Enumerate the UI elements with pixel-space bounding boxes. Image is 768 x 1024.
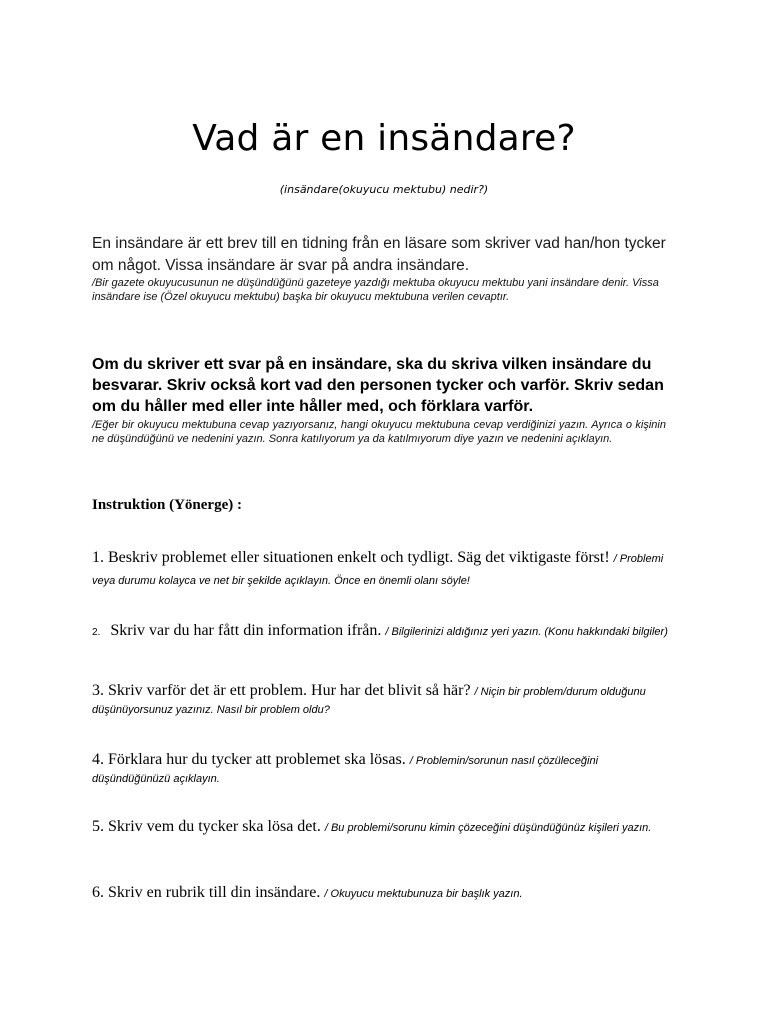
- step-text: Beskriv problemet eller situationen enkelt och tydligt. Säg det viktigaste först!: [108, 549, 610, 566]
- step-note: / Bu problemi/sorunu kimin çözeceğini düşündüğünüz kişileri yazın.: [324, 822, 652, 834]
- step-number: 6.: [92, 884, 104, 901]
- step-item: [92, 547, 672, 591]
- step-note: / Problemi veya durumu kolayca ve net bir şekilde açıklayın. Önce en önemli olanı söyle!: [92, 553, 664, 587]
- reply-instruction-paragraph: Om du skriver ett svar på en insändare, ska du skriva vilken insändare du besvarar. Skriv också kort vad den personen tycker och varför. Skriv sedan om du håller med eller inte håller med, och förklara varför.: [92, 356, 664, 415]
- step-text: Förklara hur du tycker att problemet ska lösas.: [108, 751, 406, 768]
- step-text: Skriv vem du tycker ska lösa det.: [108, 818, 321, 835]
- step-note: / Problemin/sorunun nasıl çözüleceğini düşündüğünüzü açıklayın.: [92, 755, 599, 785]
- step-note: / Niçin bir problem/durum olduğunu düşünüyorsunuz yazınız. Nasıl bir problem oldu?: [92, 686, 646, 716]
- intro-translation: /Bir gazete okuyucusunun ne düşündüğünü gazeteye yazdığı mektuba okuyucu mektubu yani insändare denir. Vissa insändare ise (Özel okuyucu mektubu) başka bir okuyucu mektubuna verilen cevaptır.: [92, 277, 659, 303]
- step-item: [92, 884, 672, 902]
- page-title: Vad är en insändare?: [192, 118, 576, 159]
- step-text: Skriv varför det är ett problem. Hur har det blivit så här?: [108, 682, 471, 699]
- step-number: 3.: [92, 682, 104, 699]
- intro-paragraph: En insändare är ett brev till en tidning från en läsare som skriver vad han/hon tycker om något. Vissa insändare är svar på andra insändare.: [92, 235, 666, 274]
- step-number: 4.: [92, 751, 104, 768]
- step-text: Skriv en rubrik till din insändare.: [108, 884, 321, 901]
- step-item: [92, 622, 672, 641]
- instructions-heading: Instruktion (Yönerge) :: [92, 497, 242, 513]
- step-number: 1.: [92, 549, 104, 566]
- step-item: [92, 818, 672, 836]
- step-text: Skriv var du har fått din information ifrån.: [110, 622, 382, 639]
- reply-translation: /Eğer bir okuyucu mektubuna cevap yazıyorsanız, hangi okuyucu mektubuna cevap verdiğinizi yazın. Ayrıca o kişinin ne düşündüğünü ve nedenini yazın. Sonra katılıyorum ya da katılmıyorum diye yazın ve nedenini açıklayın.: [92, 419, 666, 445]
- page-subtitle: (insändare(okuyucu mektubu) nedir?): [279, 183, 489, 196]
- step-note: / Bilgilerinizi aldığınız yeri yazın. (Konu hakkındaki bilgiler): [385, 626, 668, 638]
- step-number: 5.: [92, 818, 104, 835]
- step-note: / Okuyucu mektubunuza bir başlık yazın.: [324, 888, 523, 900]
- step-item: [92, 682, 672, 718]
- step-number: 2.: [92, 627, 101, 638]
- step-item: [92, 751, 672, 787]
